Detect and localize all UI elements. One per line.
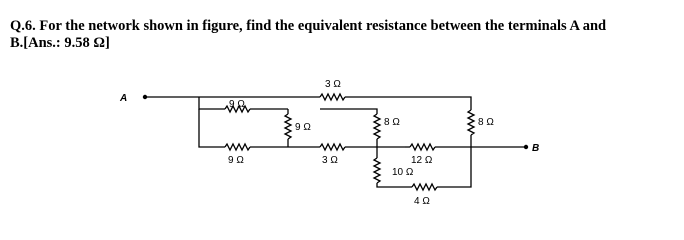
- wire-top-right: [345, 97, 471, 110]
- label-left-vertical-9ohm: 9 Ω: [295, 122, 311, 133]
- terminal-b-dot: [524, 145, 528, 149]
- label-right-vertical-8ohm: 8 Ω: [478, 117, 494, 128]
- resistor-top-3ohm: [320, 94, 345, 100]
- question-line-2: B.[Ans.: 9.58 Ω]: [10, 35, 110, 51]
- terminal-a-label: A: [120, 93, 128, 104]
- wire-left-lower: [199, 109, 225, 147]
- label-top-3ohm: 3 Ω: [325, 79, 341, 90]
- resistor-left-vertical-9ohm: [285, 114, 291, 139]
- label-left-bottom-9ohm: 9 Ω: [228, 155, 244, 166]
- resistor-right-vertical-8ohm: [468, 110, 474, 135]
- label-mid-vertical-8ohm: 8 Ω: [384, 117, 400, 128]
- wire-10-bottom: [377, 183, 412, 187]
- label-left-top-9ohm: 9 Ω: [229, 99, 245, 110]
- resistor-right-12ohm: [410, 144, 435, 150]
- resistor-mid-vertical-8ohm: [374, 114, 380, 139]
- question-line-1: Q.6. For the network shown in figure, find the equivalent resistance between the terminals A and: [10, 18, 607, 34]
- label-mid-bottom-3ohm: 3 Ω: [322, 155, 338, 166]
- resistor-left-bottom-9ohm: [225, 144, 250, 150]
- resistor-bottom-4ohm: [412, 184, 437, 190]
- wire-left-upper: [199, 97, 225, 109]
- resistor-bottom-10ohm: [374, 158, 380, 183]
- wire-4-right: [437, 147, 471, 187]
- label-bottom-10ohm: 10 Ω: [392, 167, 414, 178]
- resistor-mid-bottom-3ohm: [320, 144, 345, 150]
- terminal-b-label: B: [532, 143, 540, 154]
- wire-mid-top: [320, 109, 377, 114]
- label-right-12ohm: 12 Ω: [411, 155, 433, 166]
- label-bottom-4ohm: 4 Ω: [414, 196, 430, 207]
